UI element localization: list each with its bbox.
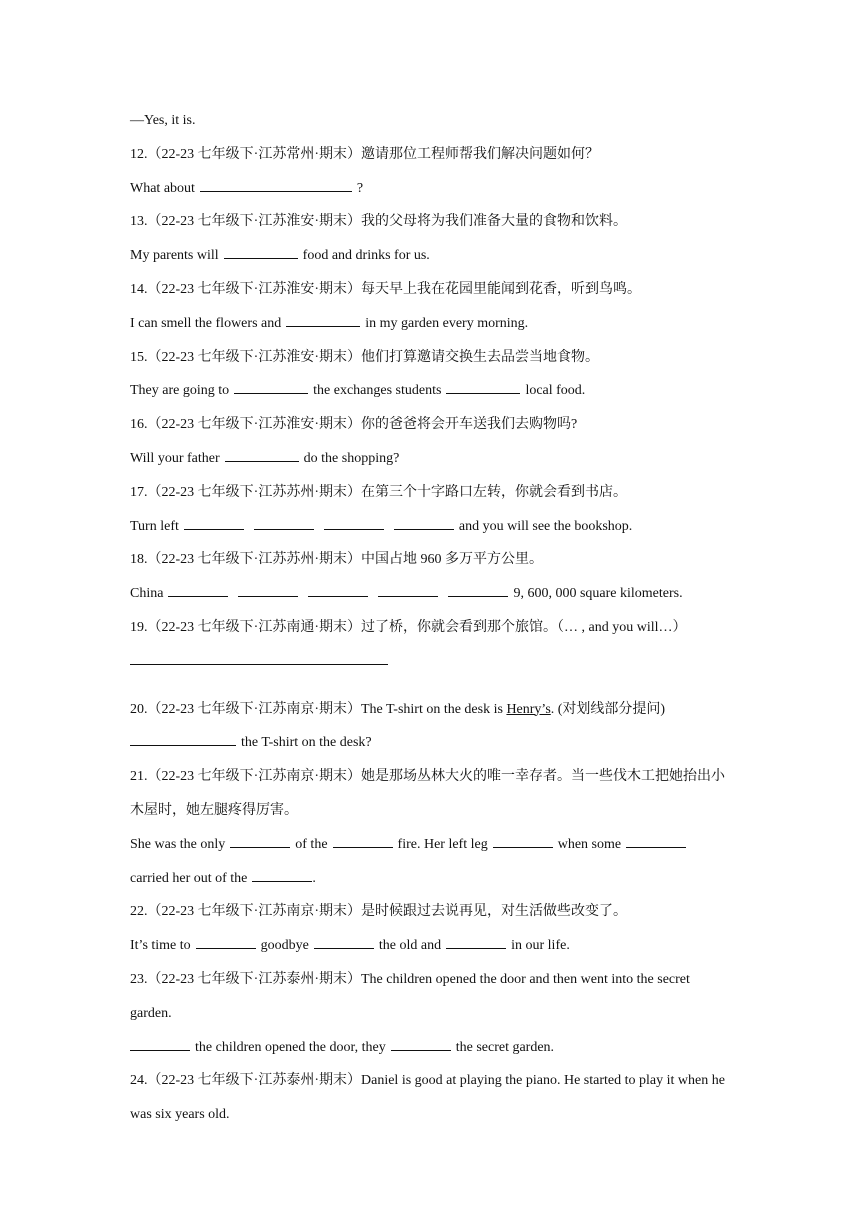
answer-blank[interactable] xyxy=(626,832,686,848)
answer-blank[interactable] xyxy=(252,866,312,882)
sentence-part: food and drinks for us. xyxy=(302,248,430,264)
question-number: 13. xyxy=(130,214,148,230)
question-16-answer xyxy=(130,442,740,476)
question-source: （22-23 七年级下·江苏常州·期末） xyxy=(147,146,361,162)
answer-blank[interactable] xyxy=(493,832,553,848)
question-21-answer xyxy=(130,828,740,862)
question-source: （22-23 七年级下·江苏苏州·期末） xyxy=(147,484,361,500)
question-source: （22-23 七年级下·江苏南京·期末） xyxy=(147,904,361,920)
sentence-part: She was the only xyxy=(130,836,226,852)
question-21 xyxy=(130,760,732,828)
question-14-answer xyxy=(130,307,740,341)
answer-blank[interactable] xyxy=(234,378,308,394)
sentence-part: in my garden every morning. xyxy=(365,315,529,331)
question-15-answer xyxy=(130,374,740,408)
sentence-part: carried her out of the xyxy=(130,870,248,886)
answer-blank[interactable] xyxy=(200,176,352,192)
answer-blank[interactable] xyxy=(130,730,236,746)
question-15 xyxy=(130,341,740,375)
question-20 xyxy=(130,693,740,727)
question-12 xyxy=(130,138,740,172)
question-prompt: The T-shirt on the desk is xyxy=(361,701,507,717)
question-prompt: 中国占地 960 多万平方公里。 xyxy=(361,552,543,568)
answer-blank[interactable] xyxy=(324,514,384,530)
answer-blank[interactable] xyxy=(130,1035,190,1051)
sentence-part: the secret garden. xyxy=(455,1039,555,1055)
answer-blank[interactable] xyxy=(130,649,388,665)
question-source: （22-23 七年级下·江苏淮安·期末） xyxy=(147,349,361,365)
question-number: 18. xyxy=(130,552,148,568)
question-source: （22-23 七年级下·江苏南通·期末） xyxy=(147,619,361,635)
question-23-answer xyxy=(130,1031,740,1065)
question-source: （22-23 七年级下·江苏南京·期末） xyxy=(147,701,361,717)
answer-blank[interactable] xyxy=(238,581,298,597)
answer-blank[interactable] xyxy=(394,514,454,530)
question-22 xyxy=(130,895,740,929)
question-13-answer xyxy=(130,239,740,273)
sentence-part: the exchanges students xyxy=(313,383,442,399)
answer-line xyxy=(130,104,740,138)
sentence-part: ? xyxy=(356,180,364,196)
question-22-answer xyxy=(130,929,740,963)
question-number: 23. xyxy=(130,971,148,987)
sentence-part: when some xyxy=(557,836,622,852)
answer-blank[interactable] xyxy=(391,1035,451,1051)
question-prompt: Daniel is good at playing the piano. He started to play it when he was six years old. xyxy=(130,1073,725,1123)
answer-blank[interactable] xyxy=(448,581,508,597)
question-number: 16. xyxy=(130,417,148,433)
question-12-answer xyxy=(130,172,740,206)
answer-blank[interactable] xyxy=(184,514,244,530)
sentence-part: fire. Her left leg xyxy=(397,836,488,852)
question-source: （22-23 七年级下·江苏苏州·期末） xyxy=(147,552,361,568)
question-number: 20. xyxy=(130,701,148,717)
question-number: 21. xyxy=(130,769,148,785)
sentence-part: China xyxy=(130,586,164,602)
sentence-part: local food. xyxy=(525,383,586,399)
question-24 xyxy=(130,1064,730,1132)
question-23 xyxy=(130,963,734,1031)
answer-blank[interactable] xyxy=(378,581,438,597)
question-number: 24. xyxy=(130,1073,148,1089)
sentence-part: . xyxy=(312,870,316,886)
question-source: （22-23 七年级下·江苏泰州·期末） xyxy=(147,1073,361,1089)
underlined-word: Henry’s xyxy=(506,701,551,717)
question-prompt: 你的爸爸将会开车送我们去购物吗? xyxy=(361,417,578,433)
sentence-part: They are going to xyxy=(130,383,230,399)
worksheet-page xyxy=(130,104,740,1132)
question-19-answer xyxy=(130,645,740,679)
question-prompt: 是时候跟过去说再见，对生活做些改变了。 xyxy=(361,904,627,920)
question-17-answer xyxy=(130,510,740,544)
question-prompt: 每天早上我在花园里能闻到花香，听到鸟鸣。 xyxy=(361,281,641,297)
question-prompt: 在第三个十字路口左转，你就会看到书店。 xyxy=(361,484,627,500)
answer-blank[interactable] xyxy=(286,311,360,327)
answer-blank[interactable] xyxy=(196,933,256,949)
sentence-part: goodbye xyxy=(260,938,309,954)
sentence-part: and you will see the bookshop. xyxy=(458,518,633,534)
sentence-part: What about xyxy=(130,180,195,196)
sentence-part: It’s time to xyxy=(130,938,191,954)
sentence-part: do the shopping? xyxy=(303,450,400,466)
question-number: 22. xyxy=(130,904,148,920)
answer-blank[interactable] xyxy=(314,933,374,949)
question-21-answer-cont xyxy=(130,862,740,896)
question-source: （22-23 七年级下·江苏泰州·期末） xyxy=(147,971,361,987)
question-source: （22-23 七年级下·江苏淮安·期末） xyxy=(147,214,361,230)
question-prompt: 邀请那位工程师帮我们解决问题如何？ xyxy=(361,146,599,162)
sentence-part: My parents will xyxy=(130,248,219,264)
sentence-part: Will your father xyxy=(130,450,220,466)
question-18-answer xyxy=(130,577,740,611)
question-number: 12. xyxy=(130,146,148,162)
question-13 xyxy=(130,205,740,239)
question-prompt: 他们打算邀请交换生去品尝当地食物。 xyxy=(361,349,599,365)
answer-blank[interactable] xyxy=(224,243,298,259)
answer-blank[interactable] xyxy=(225,446,299,462)
question-prompt: 我的父母将为我们准备大量的食物和饮料。 xyxy=(361,214,627,230)
sentence-part: the children opened the door, they xyxy=(195,1039,386,1055)
question-prompt: The children opened the door and then went into the secret garden. xyxy=(130,971,690,1021)
question-source: （22-23 七年级下·江苏淮安·期末） xyxy=(147,417,361,433)
answer-blank[interactable] xyxy=(308,581,368,597)
question-17 xyxy=(130,476,740,510)
question-source: （22-23 七年级下·江苏南京·期末） xyxy=(147,769,361,785)
question-number: 14. xyxy=(130,281,148,297)
answer-blank[interactable] xyxy=(333,832,393,848)
question-prompt: . (对划线部分提问) xyxy=(550,701,666,717)
question-number: 15. xyxy=(130,349,148,365)
answer-blank[interactable] xyxy=(446,378,520,394)
question-prompt: 她是那场丛林大火的唯一幸存者。当一些伐木工把她抬出小木屋时，她左腿疼得厉害。 xyxy=(130,769,725,818)
answer-blank[interactable] xyxy=(230,832,290,848)
question-source: （22-23 七年级下·江苏淮安·期末） xyxy=(147,281,361,297)
sentence-part: I can smell the flowers and xyxy=(130,315,282,331)
sentence-part: the old and xyxy=(378,938,442,954)
answer-blank[interactable] xyxy=(254,514,314,530)
sentence-part: 9, 600, 000 square kilometers. xyxy=(513,586,683,602)
sentence-part: in our life. xyxy=(511,938,570,954)
question-16 xyxy=(130,408,740,442)
question-14 xyxy=(130,273,740,307)
sentence-part: of the xyxy=(295,836,328,852)
sentence-part: the T-shirt on the desk? xyxy=(241,735,372,751)
answer-text: —Yes, it is. xyxy=(130,113,196,128)
question-number: 19. xyxy=(130,619,148,635)
question-18 xyxy=(130,543,740,577)
question-prompt: 过了桥，你就会看到那个旅馆。（… , and you will…） xyxy=(361,619,687,635)
sentence-part: Turn left xyxy=(130,518,179,534)
question-19 xyxy=(130,611,740,645)
question-number: 17. xyxy=(130,484,148,500)
answer-blank[interactable] xyxy=(168,581,228,597)
question-20-answer xyxy=(130,726,740,760)
answer-blank[interactable] xyxy=(446,933,506,949)
